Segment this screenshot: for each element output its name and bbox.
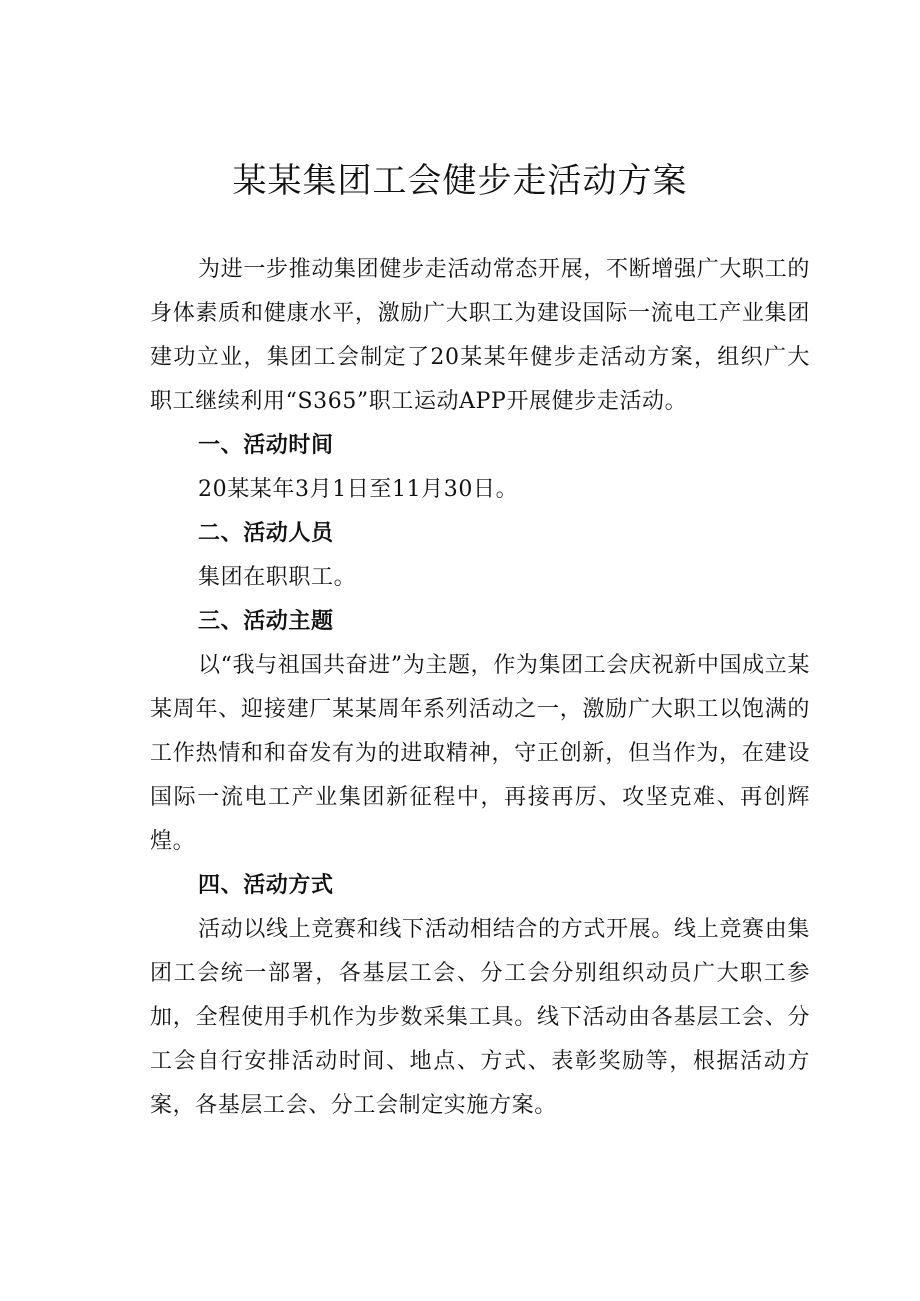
- intro-paragraph: 为进一步推动集团健步走活动常态开展，不断增强广大职工的身体素质和健康水平，激励广大职工为建设国际一流电工产业集团建功立业，集团工会制定了20某某年健步走活动方案，组织广大职工继续利用“S365”职工运动APP开展健步走活动。: [150, 257, 810, 414]
- section-text-time: 20某某年3月1日至11月30日。: [198, 477, 519, 502]
- section-heading-theme: 三、活动主题: [198, 609, 334, 634]
- section-heading-participants: 二、活动人员: [198, 521, 334, 546]
- document-body: [150, 248, 810, 1128]
- document-title: 某某集团工会健步走活动方案: [232, 161, 688, 201]
- section-text-theme: 以“我与祖国共奋进”为主题，作为集团工会庆祝新中国成立某某周年、迎接建厂某某周年系列活动之一，激励广大职工以饱满的工作热情和和奋发有为的进取精神，守正创新，但当作为，在建设国际一流电工产业集团新征程中，再接再厉、攻坚克难、再创辉煌。: [150, 653, 810, 854]
- section-heading-time: 一、活动时间: [198, 433, 334, 458]
- section-heading-method: 四、活动方式: [198, 873, 334, 898]
- section-text-participants: 集团在职职工。: [198, 565, 357, 590]
- section-text-method: 活动以线上竞赛和线下活动相结合的方式开展。线上竞赛由集团工会统一部署，各基层工会、分工会分别组织动员广大职工参加，全程使用手机作为步数采集工具。线下活动由各基层工会、分工会自行安排活动时间、地点、方式、表彰奖励等，根据活动方案，各基层工会、分工会制定实施方案。: [150, 917, 810, 1118]
